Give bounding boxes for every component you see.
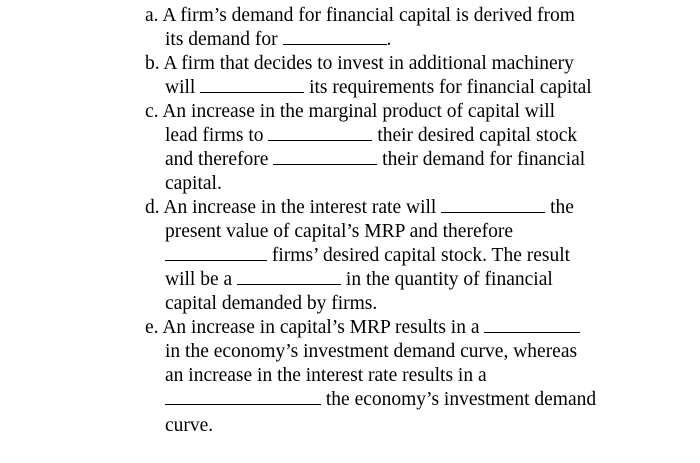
- question-a-line-2: [165, 28, 391, 52]
- answer-blank-e1[interactable]: [484, 316, 580, 333]
- question-e-text-4: the economy’s investment demand: [325, 389, 597, 410]
- question-e-line-1: [145, 316, 580, 340]
- answer-blank-a[interactable]: [283, 28, 387, 45]
- question-c-text: lead firms to: [165, 125, 264, 146]
- question-d-text: d. An increase in the interest rate will: [145, 197, 437, 218]
- question-d-line-3: [165, 244, 570, 268]
- question-d-text-after: the: [550, 197, 574, 218]
- question-c-line-3: [165, 148, 585, 172]
- question-d-text-4: will be a: [165, 269, 233, 290]
- question-c-text-2: and therefore: [165, 149, 269, 170]
- question-a-period: .: [386, 29, 392, 50]
- question-e-line-4: [165, 388, 596, 412]
- question-c-text-after: their desired capital stock: [377, 125, 578, 146]
- question-d-text-3: firms’ desired capital stock. The result: [271, 245, 571, 266]
- question-c-line-4: capital.: [165, 173, 222, 194]
- answer-blank-e2[interactable]: [165, 388, 321, 405]
- answer-blank-d1[interactable]: [441, 196, 545, 213]
- answer-blank-d2[interactable]: [165, 244, 267, 261]
- question-e-line-5: curve.: [165, 415, 214, 436]
- answer-blank-c2[interactable]: [273, 148, 377, 165]
- question-d-line-4: [165, 268, 553, 292]
- question-d-line-1: [145, 196, 574, 220]
- question-e-line-3: an increase in the interest rate results in a: [165, 365, 487, 386]
- question-a-text: its demand for: [165, 29, 278, 50]
- question-a-line-1: a. A firm’s demand for financial capital is derived from: [145, 5, 575, 26]
- question-d-line-5: capital demanded by firms.: [165, 293, 378, 314]
- question-b-text: will: [165, 77, 196, 98]
- answer-blank-d3[interactable]: [237, 268, 341, 285]
- question-e-line-2: in the economy’s investment demand curve, whereas: [165, 341, 578, 362]
- question-c-line-1: c. An increase in the marginal product of capital will: [145, 101, 556, 122]
- answer-blank-c1[interactable]: [268, 124, 372, 141]
- question-b-text-after: its requirements for financial capital: [309, 77, 592, 98]
- question-e-text: e. An increase in capital’s MRP results in a: [145, 317, 480, 338]
- question-d-line-2: present value of capital’s MRP and therefore: [165, 221, 513, 242]
- question-b-line-2: [165, 76, 592, 100]
- answer-blank-b[interactable]: [200, 76, 304, 93]
- question-c-text-2-after: their demand for financial: [382, 149, 586, 170]
- question-b-line-1: b. A firm that decides to invest in additional machinery: [145, 53, 574, 74]
- question-c-line-2: [165, 124, 577, 148]
- question-d-text-4-after: in the quantity of financial: [345, 269, 553, 290]
